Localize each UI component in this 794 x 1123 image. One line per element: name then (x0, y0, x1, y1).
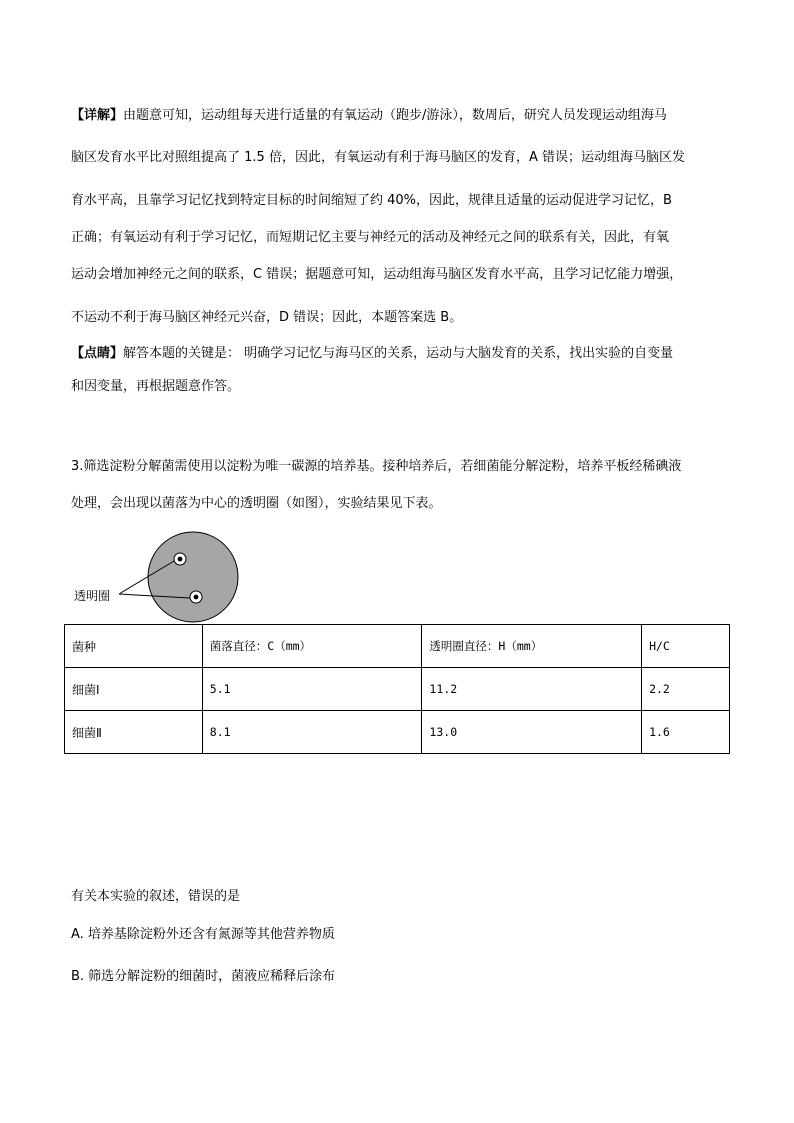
tip-text-1: 解答本题的关键是： 明确学习记忆与海马区的关系，运动与大脑发育的关系，找出实验的自变量 (123, 346, 674, 361)
explanation-line-5: 运动会增加神经元之间的联系，C 错误；据题意可知，运动组海马脑区发育水平高，且学习记忆能力增强， (71, 267, 683, 282)
tip-line-1 (71, 346, 673, 362)
header-cell: 菌种 (65, 625, 203, 668)
plate-circle (148, 532, 238, 622)
explanation-line-2: 脑区发育水平比对照组提高了 1.5 倍，因此，有氧运动有利于海马脑区的发育，A 错误；运动组海马脑区发 (71, 150, 685, 165)
explanation-line-1 (71, 108, 667, 124)
table-cell: 5.1 (202, 668, 422, 711)
explanation-line-4: 正确；有氧运动有利于学习记忆，而短期记忆主要与神经元的活动及神经元之间的联系有关，因此，有氧 (71, 230, 670, 245)
option-a: A. 培养基除淀粉外还含有氮源等其他营养物质 (71, 927, 335, 942)
tip-tag: 【点睛】 (71, 346, 124, 361)
table-cell: 8.1 (202, 711, 422, 754)
results-table (64, 624, 730, 754)
question-line-2: 处理，会出现以菌落为中心的透明圈（如图），实验结果见下表。 (71, 496, 442, 511)
tip-line-2: 和因变量，再根据题意作答。 (71, 379, 241, 394)
explanation-line-6: 不运动不利于海马脑区神经元兴奋，D 错误；因此，本题答案选 B。 (71, 310, 463, 325)
explanation-line-3: 育水平高，且靠学习记忆找到特定目标的时间缩短了约 40%，因此，规律且适量的运动促进学习记忆，B (71, 193, 672, 208)
question-stem: 有关本实验的叙述，错误的是 (71, 889, 241, 904)
option-b: B. 筛选分解淀粉的细菌时，菌液应稀释后涂布 (71, 969, 336, 984)
colony-1 (178, 557, 183, 562)
table-row (65, 711, 730, 754)
table-header-row (65, 625, 730, 668)
table-cell: 细菌Ⅰ (65, 668, 203, 711)
question-line-1: 3.筛选淀粉分解菌需使用以淀粉为唯一碳源的培养基。接种培养后，若细菌能分解淀粉，培养平板经稀碘液 (71, 459, 682, 474)
explanation-tag: 【详解】 (71, 108, 124, 123)
table-cell: 2.2 (642, 668, 730, 711)
header-cell: H/C (642, 625, 730, 668)
table-cell: 13.0 (422, 711, 642, 754)
petri-plate-figure (66, 530, 246, 625)
table-cell: 1.6 (642, 711, 730, 754)
header-cell: 菌落直径：C（mm） (202, 625, 422, 668)
colony-2 (194, 595, 199, 600)
table-row (65, 668, 730, 711)
explanation-text-1: 由题意可知，运动组每天进行适量的有氧运动（跑步/游泳），数周后，研究人员发现运动组海马 (123, 108, 667, 123)
table-cell: 11.2 (422, 668, 642, 711)
header-cell: 透明圈直径：H（mm） (422, 625, 642, 668)
table-cell: 细菌Ⅱ (65, 711, 203, 754)
figure-label: 透明圈 (74, 589, 111, 603)
